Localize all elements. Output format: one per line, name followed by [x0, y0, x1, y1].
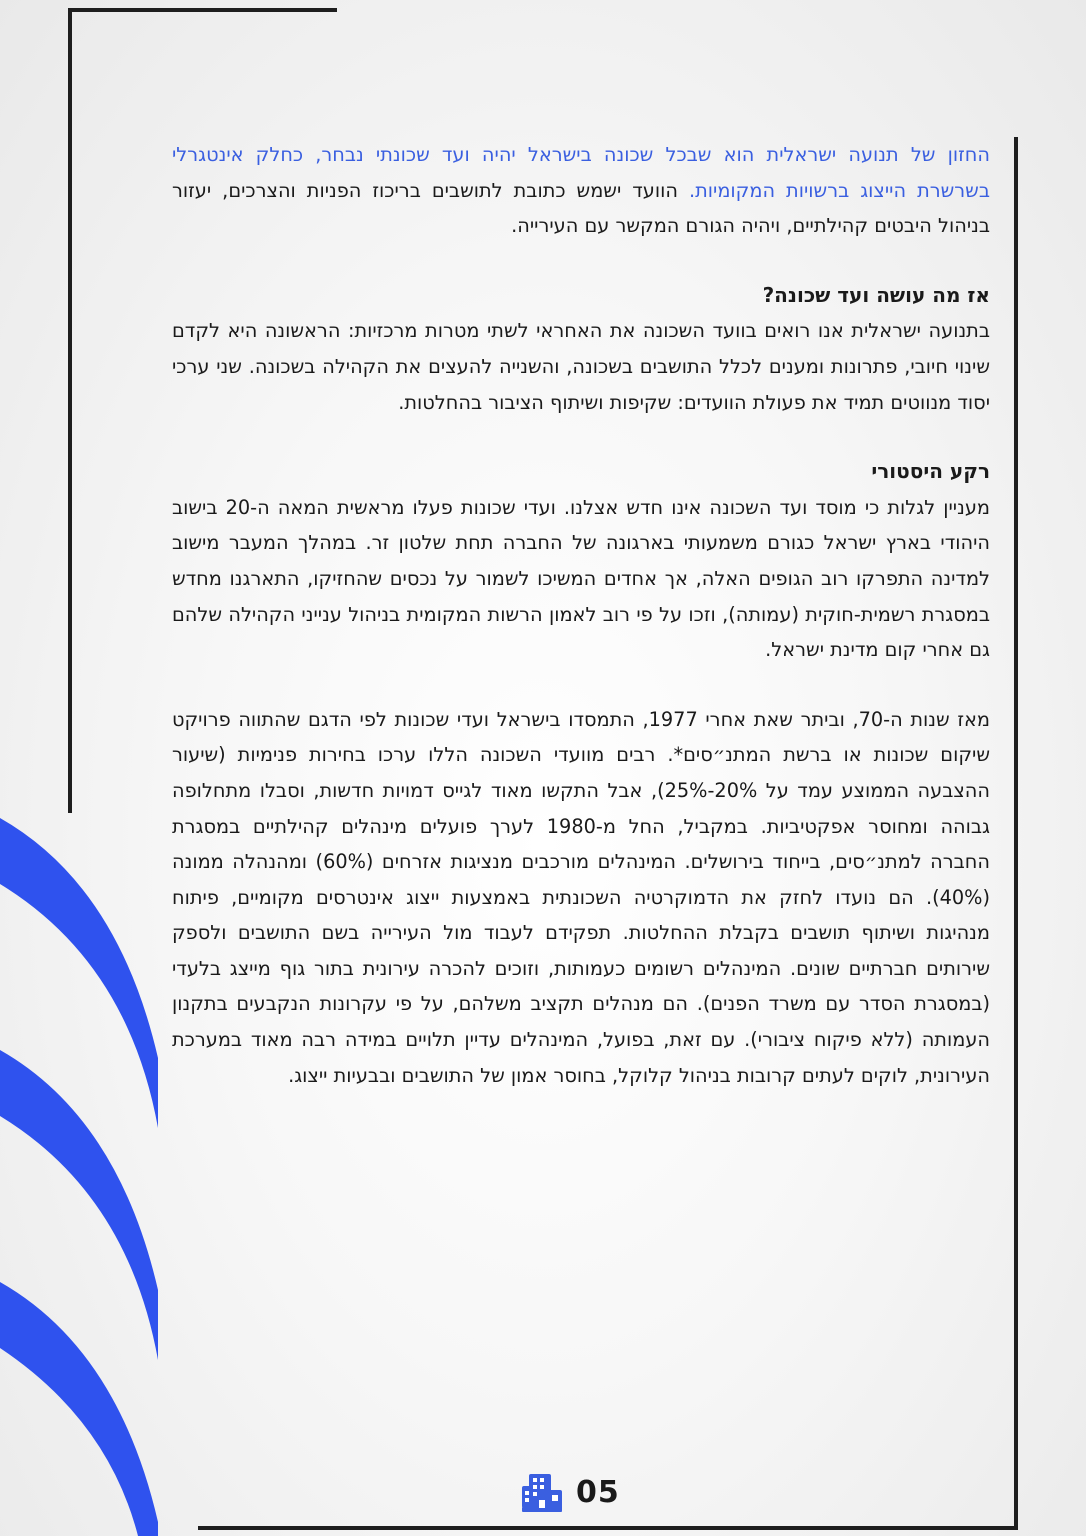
section-heading-historical-background: רקע היסטורי	[871, 459, 990, 484]
intro-rest: הוועד ישמש כתובת לתושבים בריכוז הפניות והצרכים, יעזור בניהול היבטים קהילתיים, ויהיה הגורם המקשר עם העירייה.	[172, 178, 990, 238]
city-buildings-icon	[520, 1470, 564, 1514]
intro-paragraph	[172, 137, 990, 244]
section-body-since-seventies: מאז שנות ה-70, וביתר שאת אחרי 1977, התמסדו בישראל ועדי שכונות לפי הדגם שהתווה פרויקט שיקום שכונות או ברשת המתנ״סים*. רבים מוועדי השכונה הללו ערכו בחירות פנימיות (שיעור ההצבעה הממוצע עמד על 20%-25%), אבל התקשו מאוד לגייס דמויות חדשות, וסבלו מתחלופה גבוהה ומחוסר אפקטיביות. במקביל, החל מ-1980 לערך פועלים מינהלים קהילתיים במסגרת החברה למתנ״סים, בייחוד בירושלים. המינהלים מורכבים מנציגות אזרחים (60%) ומהנהלה ממונה (40%). הם נועדו לחזק את הדמוקרטיה השכונתית באמצעות ייצוג אינטרסים מקומיים, פיתוח מנהיגות ושיתוף תושבים בקבלת ההחלטות. תפקידם לעבוד מול העירייה בשם התושבים ולספק שירותים חברתיים שונים. המינהלים רשומים כעמותות, וזוכים להכרה עירונית בתור גוף מייצג בלעדי (במסגרת הסדר עם משרד הפנים). הם מנהלים תקציב משלהם, על פי עקרונות הנקבעים בתקנון העמותה (ללא פיקוח ציבורי). עם זאת, בפועל, המינהלים עדיין תלויים במידה רבה מאוד במערכת העירונית, לוקים לעתים קרובות בניהול קלוקל, בחוסר אמון של התושבים ובבעיות ייצוג.	[172, 707, 990, 1087]
section-heading-what-does-committee-do: אז מה עושה ועד שכונה?	[762, 282, 990, 307]
section-body-historical-background: מעניין לגלות כי מוסד ועד השכונה אינו חדש אצלנו. ועדי שכונות פעלו מראשית המאה ה-20 בישוב היהודי בארץ ישראל כגורם משמעותי בארגונה של החברה תחת שלטון זר. במהלך המעבר מישוב למדינה התפרקו רוב הגופים האלה, אך אחדים המשיכו לשמור על נכסים שהחזיקו, התארגנו מחדש במסגרת רשמית-חוקית (עמותה), וזכו על פי רוב לאמון הרשות המקומית בניהול ענייני הקהילה שלהם גם אחרי קום מדינת ישראל.	[172, 495, 990, 662]
section-body-what-does-committee-do: בתנועה ישראלית אנו רואים בוועד השכונה את האחראי לשתי מטרות מרכזיות: הראשונה היא לקדם שינוי חיובי, פתרונות ומענים לכלל התושבים בשכונה, והשנייה להעצים את הקהילה בשכונה. שני ערכי יסוד מנווטים תמיד את פעולת הוועדים: שקיפות ושיתוף הציבור בהחלטות.	[172, 319, 990, 414]
blue-stripe-3	[0, 1282, 158, 1536]
page-footer	[520, 1470, 620, 1514]
main-content	[172, 137, 990, 1093]
vision-highlight: החזון של תנועה ישראלית הוא שבכל שכונה בישראל יהיה ועד שכונתי נבחר, כחלק אינטגרלי בשרשרת הייצוג ברשויות המקומיות.	[172, 143, 990, 202]
blue-stripes-decoration	[0, 0, 200, 1536]
frame-bottom-line	[198, 1526, 1018, 1530]
page-number: 05	[576, 1474, 620, 1510]
frame-right-line	[1014, 137, 1018, 1530]
